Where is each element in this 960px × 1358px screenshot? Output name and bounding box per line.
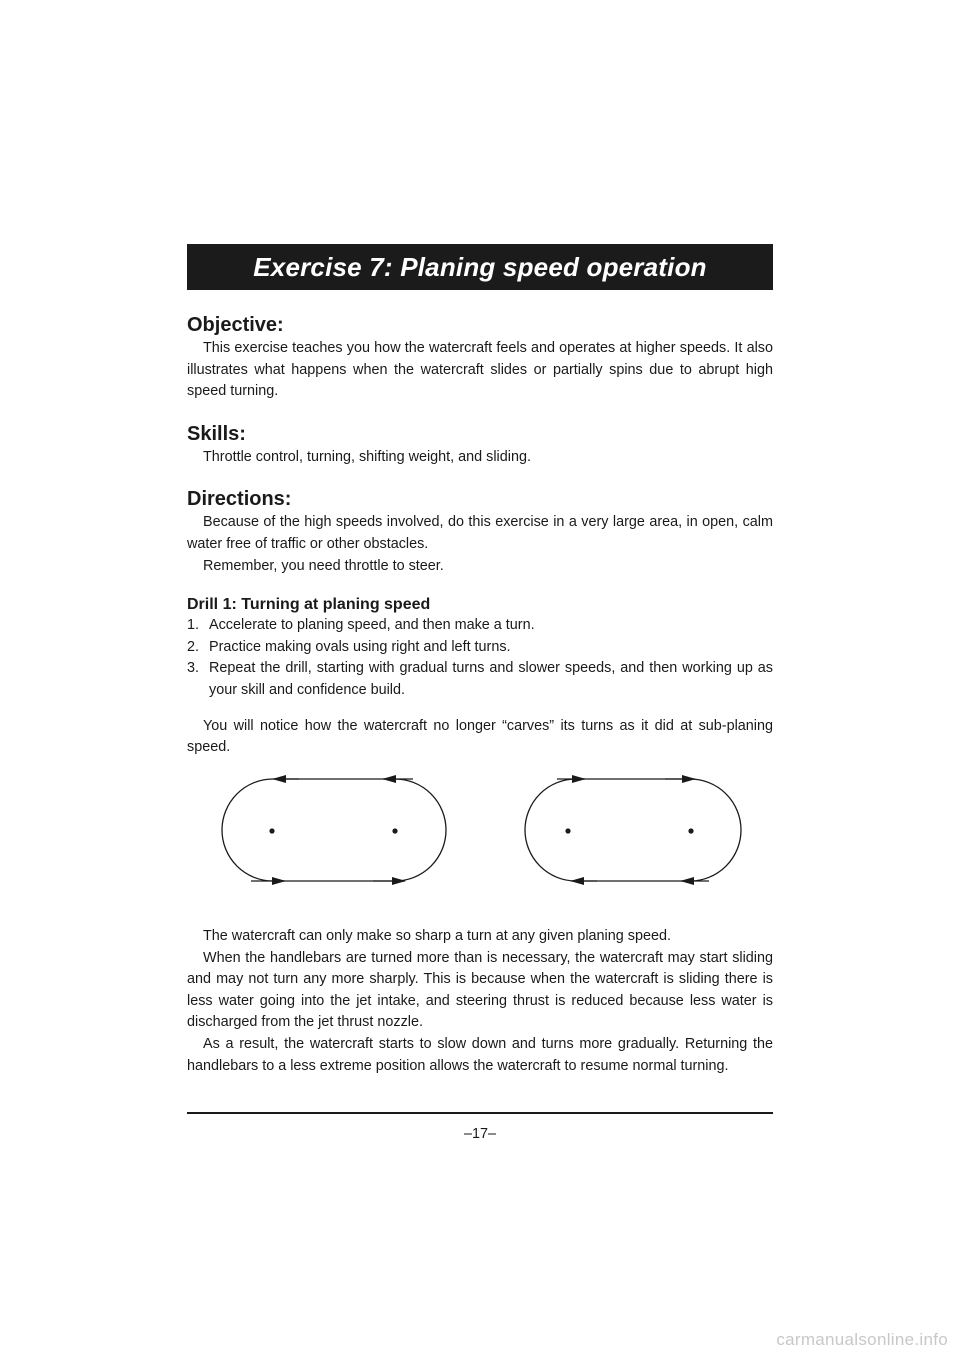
right-turn-oval — [525, 779, 741, 881]
after-diagram-content — [187, 926, 773, 1077]
step-number: 3. — [187, 660, 200, 677]
objective-heading: Objective: — [187, 314, 284, 336]
page-title: Exercise 7: Planing speed operation — [253, 251, 707, 282]
objective-text: This exercise teaches you how the watercraft feels and operates at higher speeds. It also illustrates what happens when the watercraft slides or partially spins due to abrupt high speed turning. — [187, 340, 773, 400]
body-paragraph: As a result, the watercraft starts to slow down and turns more gradually. Returning the handlebars to a less extreme position allows the watercraft to resume normal turning. — [187, 1035, 773, 1074]
drill1-note: You will notice how the watercraft no longer “carves” its turns as it did at sub-planing speed. — [187, 717, 773, 756]
pivot-dot — [392, 828, 397, 833]
body-paragraph: The watercraft can only make so sharp a turn at any given planing speed. — [203, 928, 671, 944]
directions-heading: Directions: — [187, 488, 292, 511]
list-item — [187, 637, 773, 659]
watermark-text: carmanualsonline.info — [776, 1330, 948, 1349]
pivot-dot — [269, 828, 274, 833]
left-turn-oval — [222, 779, 446, 881]
pivot-dot — [565, 828, 570, 833]
drill1-steps — [187, 615, 773, 701]
list-item — [187, 658, 773, 701]
drill1-heading: Drill 1: Turning at planing speed — [187, 596, 431, 614]
body-paragraph: When the handlebars are turned more than is necessary, the watercraft may start sliding and may not turn any more sharply. This is because when the watercraft is sliding there is less water going into the jet intake, and steering thrust is reduced because less water is discharged from the jet thrust nozzle. — [187, 949, 773, 1031]
step-text: Repeat the drill, starting with gradual turns and slower speeds, and then working up as your skill and confidence build. — [209, 660, 773, 698]
footer-divider — [187, 1112, 773, 1114]
step-number: 1. — [187, 617, 200, 634]
directions-text-2: Remember, you need throttle to steer. — [203, 557, 444, 574]
turning-ovals-diagram — [187, 766, 773, 896]
skills-heading: Skills: — [187, 422, 246, 445]
step-number: 2. — [187, 638, 200, 655]
pivot-dot — [688, 828, 693, 833]
section-title-banner — [187, 244, 773, 290]
main-content — [187, 312, 773, 759]
skills-text: Throttle control, turning, shifting weight, and sliding. — [203, 448, 531, 465]
list-item — [187, 615, 773, 637]
step-text: Accelerate to planing speed, and then make a turn. — [209, 617, 535, 634]
directions-text-1: Because of the high speeds involved, do this exercise in a very large area, in open, calm water free of traffic or other obstacles. — [187, 514, 773, 552]
step-text: Practice making ovals using right and left turns. — [209, 638, 511, 655]
page-number: –17– — [463, 1126, 496, 1142]
